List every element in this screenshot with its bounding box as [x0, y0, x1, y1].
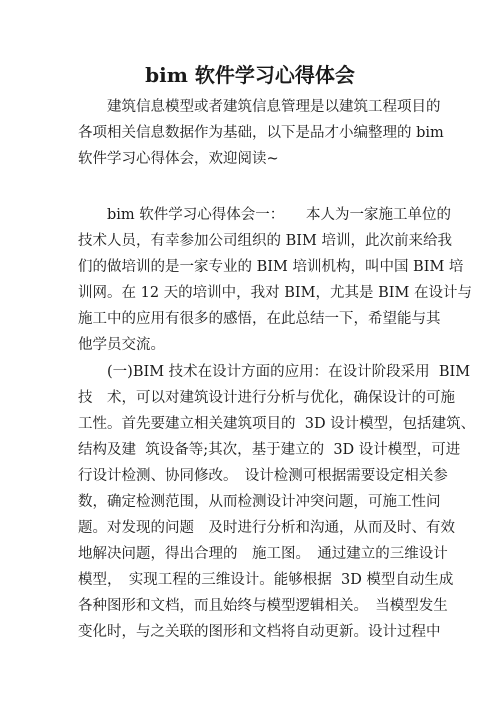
paragraph-line: 各种图形和文档，而且始终与模型逻辑相关。 当模型发生	[78, 598, 448, 614]
paragraph-line: 施工中的应用有很多的感悟，在此总结一下，希望能与其	[78, 311, 441, 327]
paragraph-line: 技 术，可以对建筑设计进行分析与优化，确保设计的可施	[78, 390, 455, 406]
paragraph-line: 数，确定检测范围，从而检测设计冲突问题，可施工性问	[78, 494, 441, 510]
paragraph-line: (一)BIM 技术在设计方面的应用：在设计阶段采用 BIM	[78, 364, 471, 380]
paragraph-line: 们的做培训的是一家专业的 BIM 培训机构，叫中国 BIM 培	[78, 259, 464, 275]
paragraph-line: 工性。首先要建立相关建筑项目的 3D 设计模型，包括建筑、	[78, 416, 476, 432]
paragraph-line: 训网。在 12 天的培训中，我对 BIM，尤其是 BIM 在设计与	[78, 285, 472, 301]
paragraph-line: 各项相关信息数据作为基础，以下是品才小编整理的 bim	[78, 125, 444, 141]
paragraph-line: 结构及建 筑设备等;其次，基于建立的 3D 设计模型，可进	[78, 442, 461, 458]
paragraph-line: 软件学习心得体会，欢迎阅读~	[78, 151, 279, 167]
paragraph-line: bim 软件学习心得体会一： 本人为一家施工单位的	[78, 207, 452, 223]
document-title: bim 软件学习心得体会	[145, 63, 355, 87]
paragraph-line: 地解决问题，得出合理的 施工图。 通过建立的三维设计	[78, 546, 448, 562]
paragraph-line: 他学员交流。	[78, 337, 165, 353]
paragraph-line: 变化时，与之关联的图形和文档将自动更新。设计过程中	[78, 624, 441, 640]
paragraph-line: 技术人员，有幸参加公司组织的 BIM 培训，此次前来给我	[78, 233, 452, 249]
paragraph-line: 模型， 实现工程的三维设计。能够根据 3D 模型自动生成	[78, 572, 454, 588]
paragraph-line: 行设计检测、协同修改。 设计检测可根据需要设定相关参	[78, 468, 448, 484]
paragraph-line: 题。对发现的问题 及时进行分析和沟通，从而及时、有效	[78, 520, 455, 536]
paragraph-line: 建筑信息模型或者建筑信息管理是以建筑工程项目的	[78, 99, 441, 115]
